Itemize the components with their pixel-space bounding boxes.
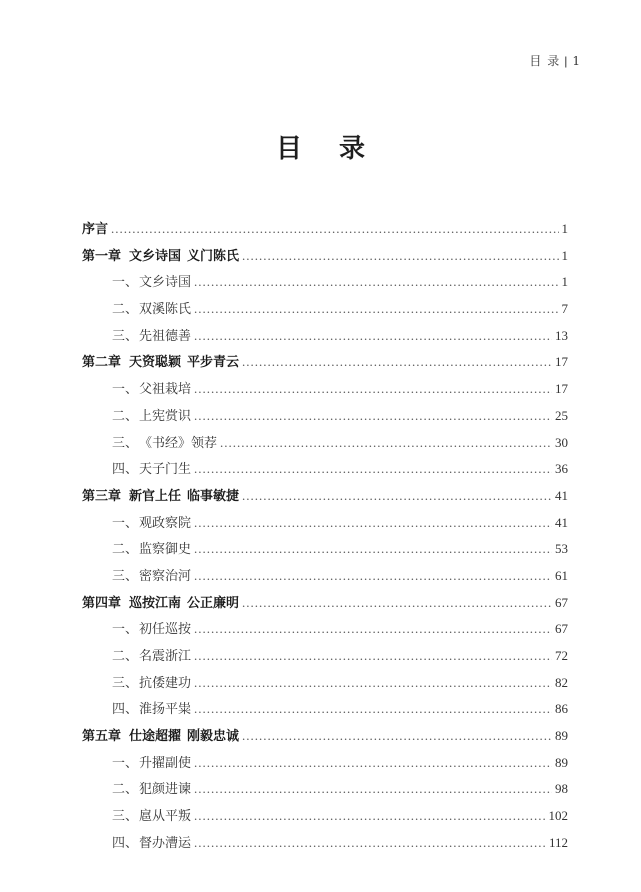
toc-entry-label: 《书经》领荐 bbox=[139, 435, 218, 451]
toc-page-number: 17 bbox=[555, 381, 568, 397]
toc-page-number: 36 bbox=[555, 461, 568, 477]
toc-page-number: 13 bbox=[555, 327, 568, 343]
toc-page-number: 89 bbox=[555, 728, 568, 744]
toc-entry-label: 双溪陈氏 bbox=[139, 302, 192, 318]
toc-dot-leader bbox=[194, 803, 545, 830]
toc-section-number: 二、 bbox=[112, 408, 139, 424]
toc-section-number: 三、 bbox=[112, 809, 139, 825]
toc-entry-label: 初任巡按 bbox=[139, 622, 192, 638]
toc-dot-leader bbox=[242, 723, 552, 750]
toc-chapter-number: 第三章 bbox=[82, 488, 122, 504]
toc-page-number: 112 bbox=[548, 834, 568, 850]
toc-section-entry[interactable] bbox=[82, 323, 568, 350]
toc-chapter-number: 第五章 bbox=[82, 729, 122, 745]
toc-dot-leader bbox=[194, 643, 552, 670]
toc-chapter-title-a: 天资聪颖 bbox=[129, 355, 182, 371]
toc-chapter-title-a: 巡按江南 bbox=[129, 595, 182, 611]
toc-entry-label: 天子门生 bbox=[139, 462, 192, 478]
toc-page-number: 17 bbox=[555, 354, 568, 370]
toc-entry-label: 监察御史 bbox=[139, 542, 192, 558]
toc-dot-leader bbox=[194, 696, 552, 723]
toc-section-entry[interactable] bbox=[82, 776, 568, 803]
toc-section-number: 三、 bbox=[112, 328, 139, 344]
toc-page-number: 41 bbox=[555, 514, 568, 530]
toc-dot-leader bbox=[194, 563, 552, 590]
toc-page-number: 41 bbox=[555, 487, 568, 503]
toc-chapter-entry[interactable] bbox=[82, 590, 568, 617]
toc-section-number: 二、 bbox=[112, 782, 139, 798]
toc-dot-leader bbox=[194, 776, 552, 803]
toc-section-number: 三、 bbox=[112, 435, 139, 451]
toc-page-number: 72 bbox=[555, 648, 568, 663]
page-title: 目 录 bbox=[275, 134, 380, 164]
table-of-contents bbox=[82, 216, 568, 857]
toc-section-entry[interactable] bbox=[82, 803, 568, 830]
toc-chapter-title-b: 刚毅忠诚 bbox=[187, 729, 240, 745]
toc-entry-label: 观政察院 bbox=[139, 515, 192, 531]
toc-chapter-number: 第一章 bbox=[82, 248, 122, 264]
toc-entry-label: 上宪赏识 bbox=[139, 408, 192, 424]
toc-entry-label: 先祖德善 bbox=[139, 328, 192, 344]
toc-section-entry[interactable] bbox=[82, 456, 568, 483]
toc-dot-leader bbox=[220, 430, 552, 457]
toc-dot-leader bbox=[194, 269, 558, 296]
toc-page-number: 1 bbox=[561, 221, 568, 236]
toc-dot-leader bbox=[194, 323, 552, 350]
toc-entry-label: 文乡诗国 bbox=[139, 275, 192, 291]
toc-dot-leader bbox=[242, 483, 552, 510]
toc-section-number: 二、 bbox=[112, 542, 139, 558]
toc-section-entry[interactable] bbox=[82, 643, 568, 670]
toc-dot-leader bbox=[242, 590, 552, 617]
toc-section-entry[interactable] bbox=[82, 376, 568, 403]
toc-page-number: 30 bbox=[555, 434, 568, 450]
toc-section-number: 一、 bbox=[112, 755, 139, 771]
toc-page-number: 1 bbox=[561, 247, 568, 263]
toc-dot-leader bbox=[242, 349, 552, 376]
toc-chapter-entry[interactable] bbox=[82, 349, 568, 376]
toc-chapter-title-b: 义门陈氏 bbox=[187, 248, 240, 264]
toc-dot-leader bbox=[194, 670, 552, 697]
toc-section-entry[interactable] bbox=[82, 670, 568, 697]
toc-page-number: 1 bbox=[561, 274, 568, 290]
toc-section-number: 三、 bbox=[112, 568, 139, 584]
toc-chapter-entry[interactable] bbox=[82, 483, 568, 510]
running-header-section: 目 录 bbox=[529, 54, 561, 68]
toc-chapter-title-a: 仕途超擢 bbox=[129, 729, 182, 745]
toc-section-number: 一、 bbox=[112, 275, 139, 291]
toc-dot-leader bbox=[194, 510, 552, 537]
toc-entry-label: 犯颜进谏 bbox=[139, 782, 192, 798]
toc-page-number: 53 bbox=[555, 541, 568, 557]
toc-page-number: 98 bbox=[555, 781, 568, 797]
toc-page-number: 89 bbox=[555, 754, 568, 770]
toc-page-number: 61 bbox=[555, 567, 568, 583]
toc-section-number: 一、 bbox=[112, 382, 139, 398]
toc-section-entry[interactable] bbox=[82, 696, 568, 723]
toc-dot-leader bbox=[194, 750, 552, 777]
toc-entry-label: 升擢副使 bbox=[139, 755, 192, 771]
toc-section-entry[interactable] bbox=[82, 403, 568, 430]
toc-dot-leader bbox=[111, 216, 558, 243]
toc-section-entry[interactable] bbox=[82, 269, 568, 296]
toc-chapter-title-a: 新官上任 bbox=[129, 488, 182, 504]
toc-section-entry[interactable] bbox=[82, 616, 568, 643]
toc-page-number: 86 bbox=[555, 701, 568, 717]
toc-entry-label: 父祖栽培 bbox=[139, 382, 192, 398]
toc-section-number: 四、 bbox=[112, 702, 139, 718]
toc-entry-label: 督办漕运 bbox=[139, 835, 192, 851]
toc-chapter-entry[interactable] bbox=[82, 723, 568, 750]
toc-chapter-title-a: 文乡诗国 bbox=[129, 248, 182, 264]
toc-page-number: 82 bbox=[555, 674, 568, 690]
toc-chapter-title-b: 临事敏捷 bbox=[187, 488, 240, 504]
toc-chapter-entry[interactable] bbox=[82, 243, 568, 270]
toc-dot-leader bbox=[194, 456, 552, 483]
toc-section-entry[interactable] bbox=[82, 510, 568, 537]
toc-section-number: 二、 bbox=[112, 302, 139, 318]
toc-page-number: 25 bbox=[555, 407, 568, 423]
toc-entry-label: 密察治河 bbox=[139, 568, 192, 584]
toc-dot-leader bbox=[194, 296, 558, 323]
toc-page-number: 67 bbox=[555, 621, 568, 637]
toc-dot-leader bbox=[242, 243, 558, 270]
toc-section-entry[interactable] bbox=[82, 536, 568, 563]
toc-dot-leader bbox=[194, 376, 552, 403]
toc-section-number: 三、 bbox=[112, 675, 139, 691]
toc-entry-label: 扈从平叛 bbox=[139, 809, 192, 825]
toc-entry-label: 抗倭建功 bbox=[139, 675, 192, 691]
toc-dot-leader bbox=[194, 536, 552, 563]
toc-section-number: 一、 bbox=[112, 515, 139, 531]
toc-chapter-entry[interactable] bbox=[82, 216, 568, 243]
toc-entry-label: 名震浙江 bbox=[139, 649, 192, 664]
toc-section-entry[interactable] bbox=[82, 430, 568, 457]
toc-section-number: 四、 bbox=[112, 835, 139, 851]
toc-page-number: 67 bbox=[555, 594, 568, 610]
running-header-separator: | bbox=[564, 54, 569, 68]
toc-page-number: 7 bbox=[561, 301, 568, 317]
running-header bbox=[529, 52, 581, 69]
toc-dot-leader bbox=[194, 830, 546, 857]
toc-section-number: 四、 bbox=[112, 462, 139, 478]
toc-section-number: 二、 bbox=[112, 649, 139, 664]
toc-section-entry[interactable] bbox=[82, 296, 568, 323]
toc-chapter-title-b: 公正廉明 bbox=[187, 595, 240, 611]
toc-entry-label: 序言 bbox=[82, 222, 109, 237]
toc-section-entry[interactable] bbox=[82, 830, 568, 857]
toc-entry-label: 淮扬平粜 bbox=[139, 702, 192, 718]
toc-section-entry[interactable] bbox=[82, 563, 568, 590]
running-header-page-number: 1 bbox=[572, 54, 581, 68]
toc-section-number: 一、 bbox=[112, 622, 139, 638]
toc-dot-leader bbox=[194, 403, 552, 430]
toc-page-number: 102 bbox=[548, 808, 568, 824]
toc-section-entry[interactable] bbox=[82, 750, 568, 777]
toc-chapter-title-b: 平步青云 bbox=[187, 355, 240, 371]
toc-dot-leader bbox=[194, 616, 552, 643]
toc-chapter-number: 第二章 bbox=[82, 355, 122, 371]
toc-chapter-number: 第四章 bbox=[82, 595, 122, 611]
